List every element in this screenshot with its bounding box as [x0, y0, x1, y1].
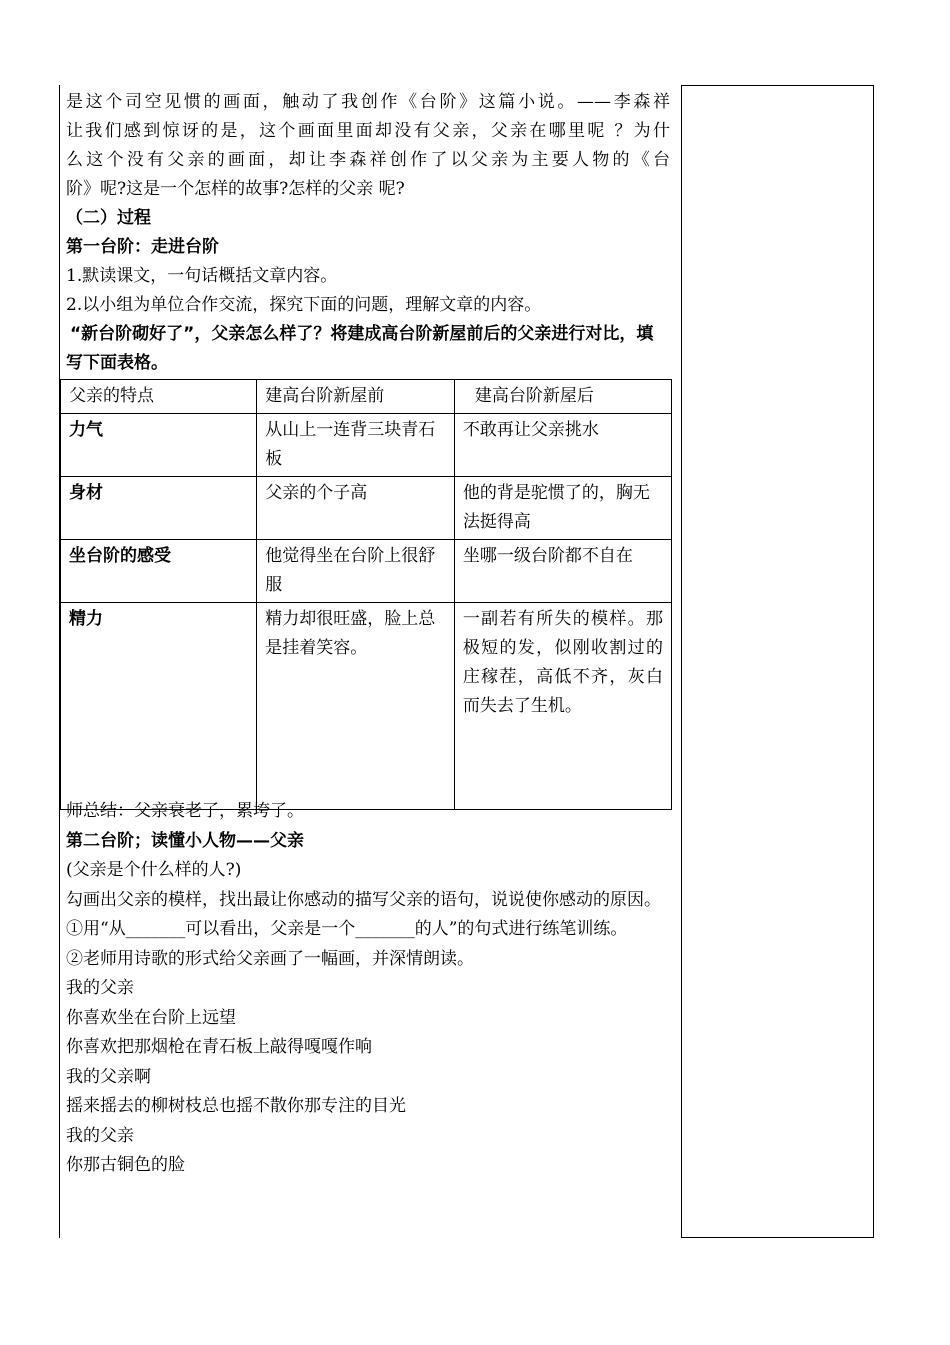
table-row — [61, 414, 672, 477]
after-cell: 他的背是驼惯了的，胸无法挺得高 — [454, 477, 671, 540]
task-description: 勾画出父亲的模样，找出最让你感动的描写父亲的语句，说说使你感动的原因。 — [66, 889, 661, 910]
table-row — [61, 540, 672, 603]
trait-cell: 精力 — [61, 603, 257, 810]
process-heading: （二）过程 — [66, 208, 151, 228]
step1-title: 第一台阶：走进台阶 — [66, 237, 219, 257]
before-cell: 父亲的个子高 — [257, 477, 455, 540]
table-row — [61, 477, 672, 540]
task-two: ②老师用诗歌的形式给父亲画了一幅画，并深情朗读。 — [66, 948, 474, 969]
section-two — [66, 797, 670, 1181]
step2-title: 第二台阶；读懂小人物——父亲 — [66, 830, 304, 851]
before-cell: 他觉得坐在台阶上很舒服 — [257, 540, 455, 603]
main-content — [66, 88, 670, 378]
sub-question: (父亲是个什么样的人?) — [66, 860, 242, 880]
table-row — [61, 603, 672, 810]
before-cell: 精力却很旺盛，脸上总是挂着笑容。 — [257, 603, 455, 810]
intro-line-2: 让我们感到惊讶的是，这个画面里面却没有父亲，父亲在哪里呢 ？为什 — [66, 121, 670, 141]
trait-cell: 坐台阶的感受 — [61, 540, 257, 603]
header-before: 建高台阶新屋前 — [257, 380, 455, 414]
task-one: ①用“从_______可以看出，父亲是一个_______的人”的句式进行练笔训练。 — [66, 919, 628, 939]
header-trait: 父亲的特点 — [61, 380, 257, 414]
after-cell: 坐哪一级台阶都不自在 — [454, 540, 671, 603]
poem-line: 你喜欢坐在台阶上远望 — [66, 1007, 236, 1028]
poem-line: 你那古铜色的脸 — [66, 1155, 185, 1175]
intro-line-1: 是这个司空见惯的画面，触动了我创作《台阶》这篇小说。——李森祥 — [66, 92, 670, 112]
task-item-2: 2.以小组为单位合作交流，探究下面的问题，理解文章的内容。 — [66, 295, 542, 315]
task-item-1: 1.默读课文，一句话概括文章内容。 — [66, 266, 338, 286]
table-header-row — [61, 380, 672, 414]
intro-line-3: 么这个没有父亲的画面，却让李森祥创作了以父亲为主要人物的《台 — [66, 150, 670, 170]
header-after: 建高台阶新屋后 — [454, 380, 671, 414]
poem-line: 我的父亲啊 — [66, 1066, 151, 1087]
frame-bottom-border — [681, 1237, 874, 1238]
trait-cell: 力气 — [61, 414, 257, 477]
intro-line-4: 阶》呢?这是一个怎样的故事?怎样的父亲 呢? — [66, 179, 405, 199]
frame-right-border — [873, 85, 874, 1238]
frame-top-border — [681, 85, 874, 86]
poem-line: 我的父亲 — [66, 1125, 134, 1146]
before-cell: 从山上一连背三块青石板 — [257, 414, 455, 477]
column-divider — [681, 85, 682, 1238]
poem-line: 摇来摇去的柳树枝总也摇不散你那专注的目光 — [66, 1096, 406, 1116]
trait-cell: 身材 — [61, 477, 257, 540]
after-cell: 一副若有所失的模样。那极短的发，似刚收割过的庄稼茬，高低不齐，灰白而失去了生机。 — [454, 603, 671, 810]
teacher-summary: 师总结：父亲衰老了，累垮了。 — [66, 801, 304, 821]
poem-line: 我的父亲 — [66, 978, 134, 998]
comparison-table — [60, 379, 672, 810]
comparison-question: “新台阶砌好了”，父亲怎么样了？将建成高台阶新屋前后的父亲进行对比，填写下面表格。 — [66, 324, 654, 373]
after-cell: 不敢再让父亲挑水 — [454, 414, 671, 477]
poem-line: 你喜欢把那烟枪在青石板上敲得嘎嘎作响 — [66, 1037, 372, 1057]
